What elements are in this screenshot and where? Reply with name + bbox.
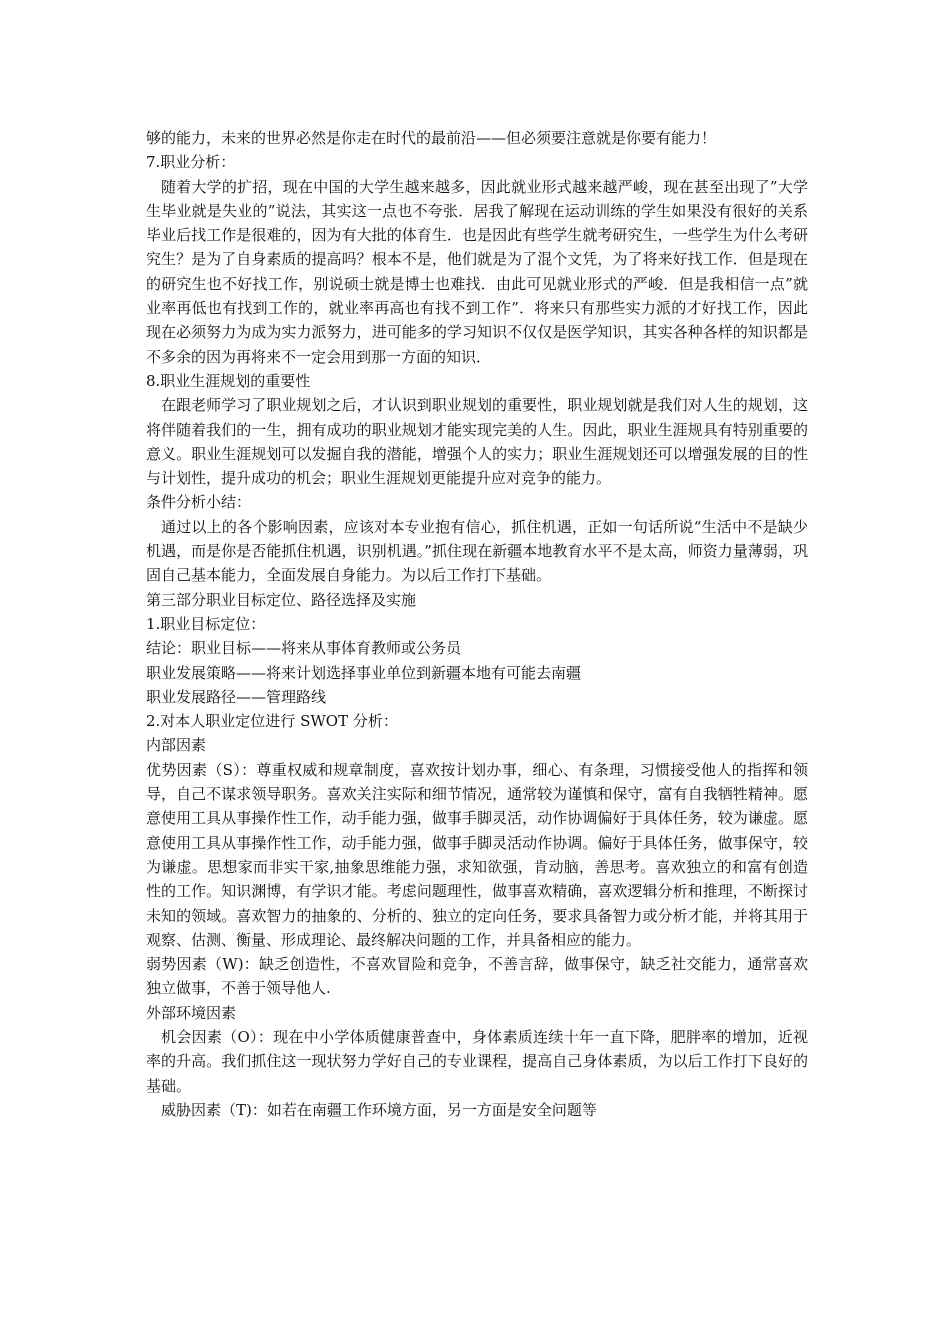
heading-swot-analysis: 2.对本人职业定位进行 SWOT 分析： (146, 712, 398, 731)
heading-external-factors: 外部环境因素 (146, 1003, 237, 1022)
paragraph-opportunities: 机会因素（O）：现在中小学体质健康普查中，身体素质连续十年一直下降，肥胖率的增加，近视率的升高。我们抓住这一现状努力学好自己的专业课程，提高自己身体素质，为以后工作打下良好的基础。 (146, 1027, 808, 1095)
line-development-path: 职业发展路径——管理路线 (146, 687, 327, 706)
heading-part-three: 第三部分职业目标定位、路径选择及实施 (146, 590, 417, 609)
paragraph-strengths: 优势因素（S）：尊重权威和规章制度，喜欢按计划办事，细心、有条理，习惯接受他人的指挥和领导，自己不谋求领导职务。喜欢关注实际和细节情况，通常较为谨慎和保守，富有自我牺牲精神。愿意使用工具从事操作性工作，动手能力强，做事手脚灵活，动作协调偏好于具体任务，较为谦虚。愿意使用工具从事操作性工作，动手能力强，做事手脚灵活动作协调。偏好于具体任务，做事保守，较为谦虚。思想家而非实干家,抽象思维能力强，求知欲强，肯动脑，善思考。喜欢独立的和富有创造性的工作。知识渊博，有学识才能。考虑问题理性，做事喜欢精确，喜欢逻辑分析和推理，不断探讨未知的领域。喜欢智力的抽象的、分析的、独立的定向任务，要求具备智力或分析才能，并将其用于观察、估测、衡量、形成理论、最终解决问题的工作，并具备相应的能力。 (146, 760, 808, 949)
paragraph-weaknesses: 弱势因素（W)：缺乏创造性，不喜欢冒险和竞争，不善言辞，做事保守，缺乏社交能力，通常喜欢独立做事，不善于领导他人. (146, 955, 808, 998)
document-page (146, 126, 808, 1122)
heading-condition-summary: 条件分析小结： (146, 493, 252, 512)
paragraph-threats: 威胁因素（T)：如若在南疆工作环境方面，另一方面是安全问题等 (161, 1100, 597, 1119)
heading-planning-importance: 8.职业生涯规划的重要性 (146, 371, 311, 390)
heading-career-analysis: 7.职业分析： (146, 153, 236, 172)
paragraph-condition-summary: 通过以上的各个影响因素，应该对本专业抱有信心，抓住机遇，正如一句话所说“生活中不是缺少机遇，而是你是否能抓住机遇，识别机遇。”抓住现在新疆本地教育水平不是太高，师资力量薄弱，巩固自己基本能力，全面发展自身能力。为以后工作打下基础。 (146, 517, 808, 585)
heading-internal-factors: 内部因素 (146, 736, 207, 755)
paragraph-ability-conclusion: 够的能力，未来的世界必然是你走在时代的最前沿——但必须要注意就是你要有能力！ (146, 129, 717, 147)
line-development-strategy: 职业发展策略——将来计划选择事业单位到新疆本地有可能去南疆 (146, 663, 582, 682)
line-career-goal: 结论：职业目标——将来从事体育教师或公务员 (146, 639, 462, 658)
paragraph-career-analysis: 随着大学的扩招，现在中国的大学生越来越多，因此就业形式越来越严峻，现在甚至出现了”大学生毕业就是失业的”说法，其实这一点也不夸张．居我了解现在运动训练的学生如果没有很好的关系毕业后找工作是很难的，因为有大批的体育生．也是因此有些学生就考研究生，一些学生为什么考研究生？是为了自身素质的提高吗？根本不是，他们就是为了混个文凭，为了将来好找工作．但是现在的研究生也不好找工作，别说硕士就是博士也难找．由此可见就业形式的严峻．但是我相信一点”就业率再低也有找到工作的，就业率再高也有找不到工作”．将来只有那些实力派的才好找工作，因此现在必须努力为成为实力派努力，进可能多的学习知识不仅仅是医学知识，其实各种各样的知识都是不多余的因为再将来不一定会用到那一方面的知识． (146, 177, 808, 366)
heading-goal-positioning: 1.职业目标定位： (146, 614, 266, 633)
paragraph-planning-importance: 在跟老师学习了职业规划之后，才认识到职业规划的重要性，职业规划就是我们对人生的规划，这将伴随着我们的一生，拥有成功的职业规划才能实现完美的人生。因此，职业生涯规具有特别重要的意义。职业生涯规划可以发掘自我的潜能，增强个人的实力；职业生涯规划还可以增强发展的目的性与计划性，提升成功的机会；职业生涯规划更能提升应对竞争的能力。 (146, 396, 808, 488)
